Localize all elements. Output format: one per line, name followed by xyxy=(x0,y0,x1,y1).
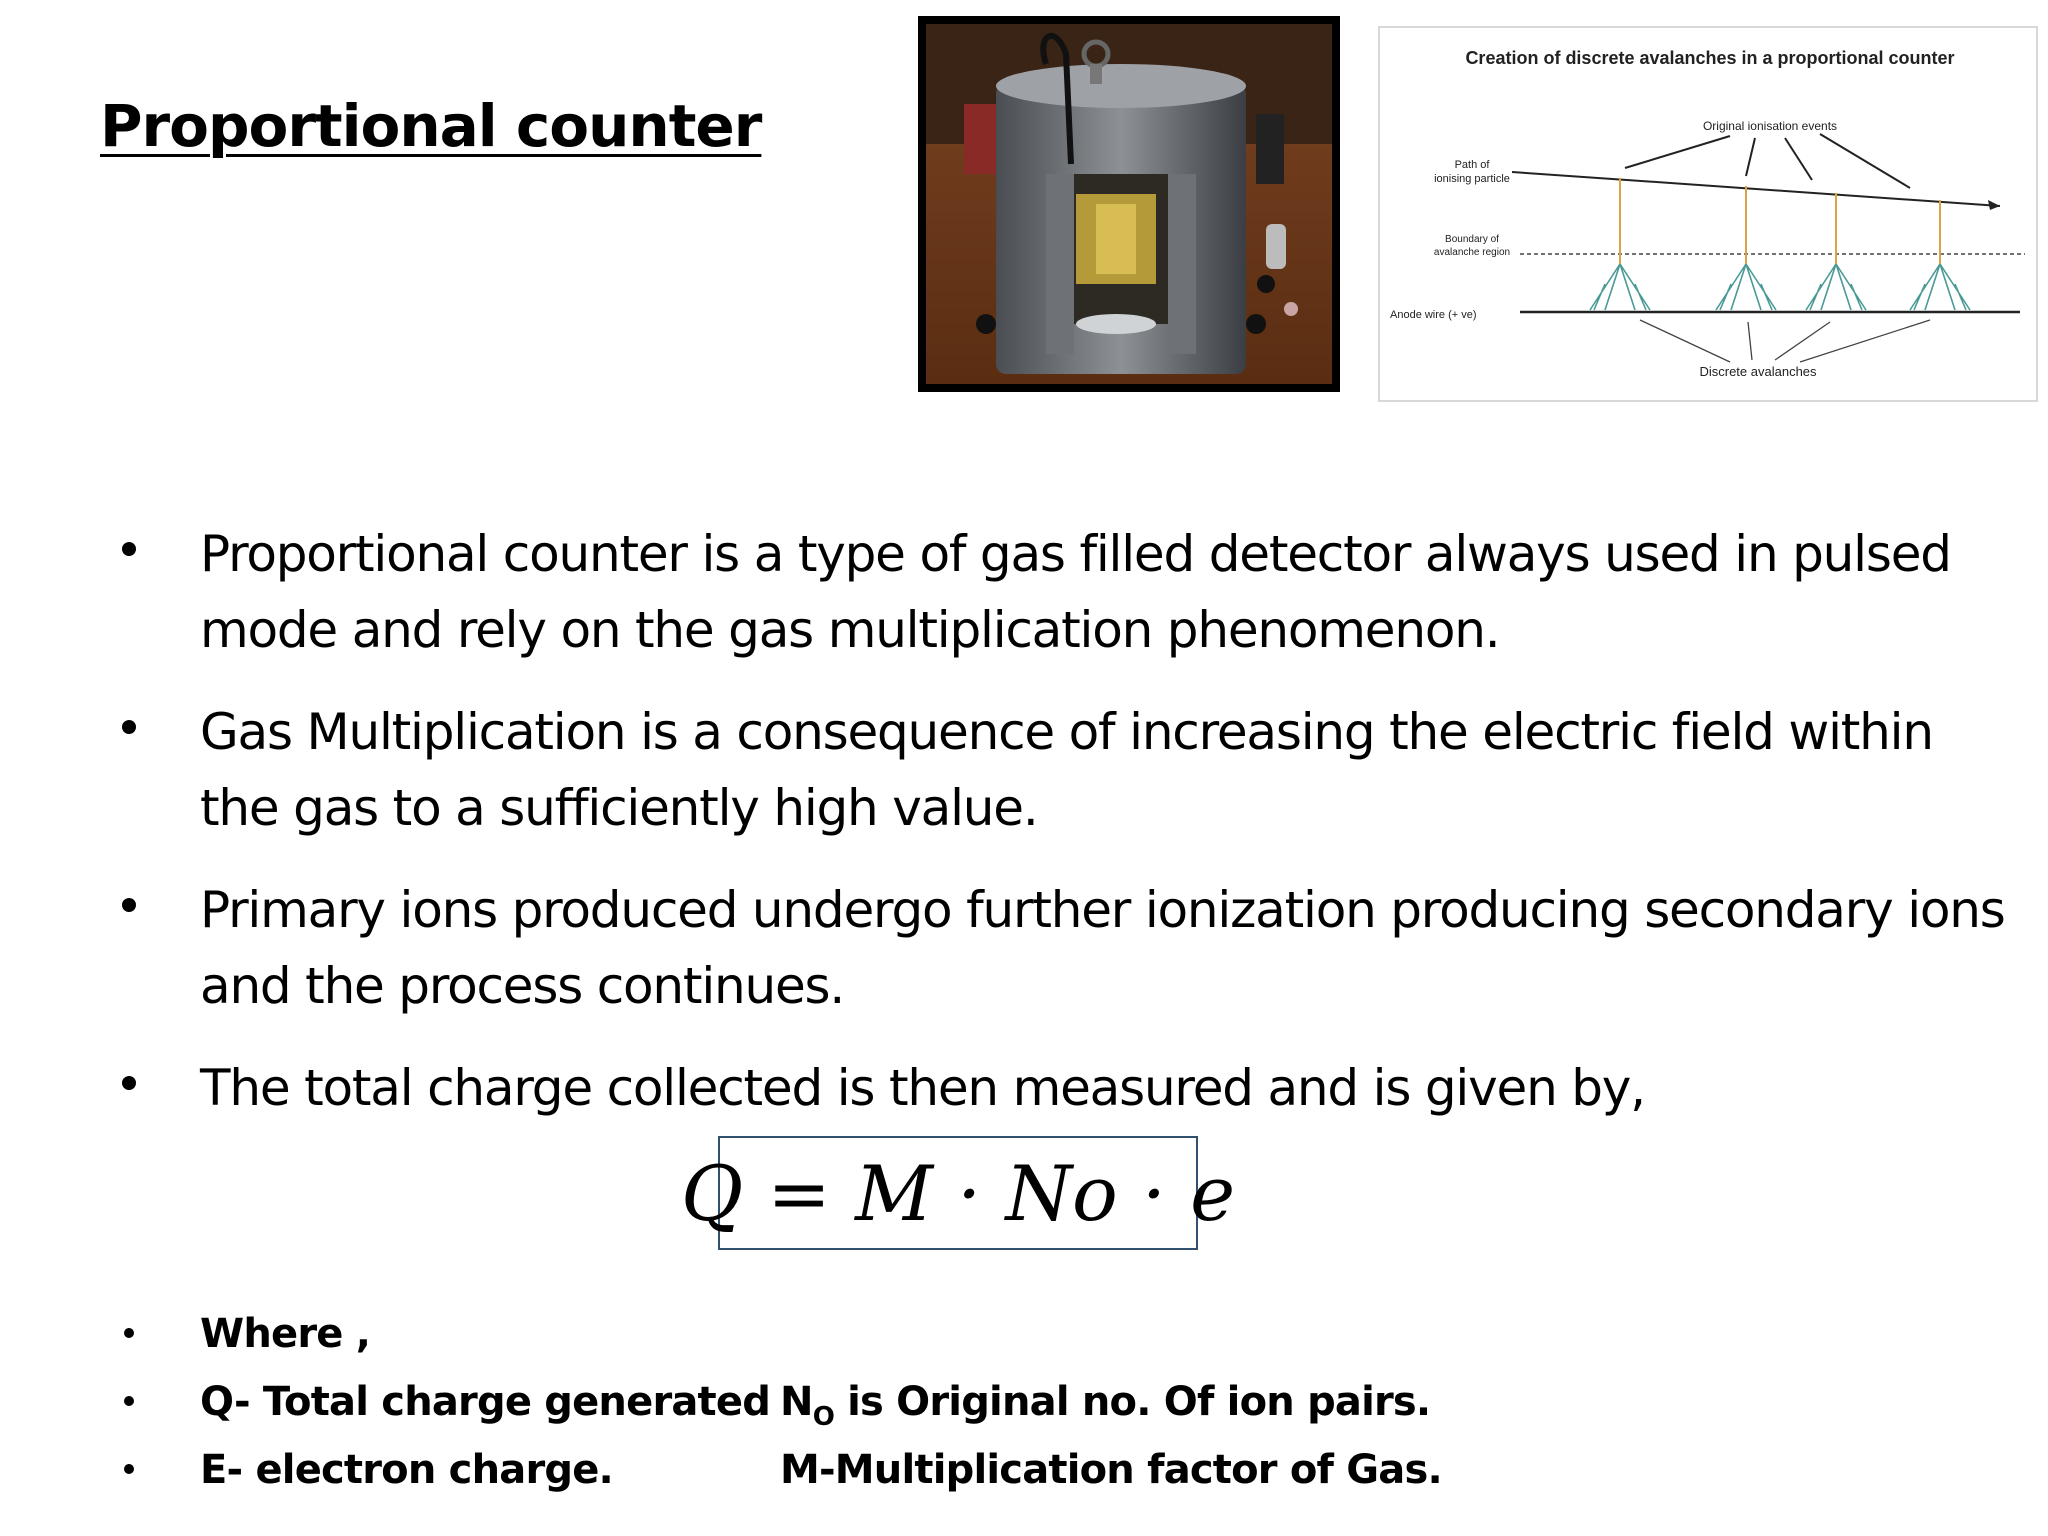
definition-row xyxy=(120,1372,2020,1440)
label-path-1: Path of xyxy=(1454,159,1490,171)
avalanche-4 xyxy=(1910,200,1970,310)
bullet-item xyxy=(120,694,2020,846)
bullet-item xyxy=(120,1050,2020,1126)
label-discrete: Discrete avalanches xyxy=(1699,364,1817,379)
no-definition: $N_O$ is Original no. Of ion pairs. xyxy=(780,1379,1431,1432)
label-path-2: ionising particle xyxy=(1434,173,1510,185)
slide-title: Proportional counter xyxy=(100,92,762,160)
q-definition: Q- Total charge generated xyxy=(200,1379,771,1425)
definition-row xyxy=(120,1304,2020,1372)
bullet-item xyxy=(120,872,2020,1024)
bullet-text: Primary ions produced undergo further ionization producing secondary ions and the process continues. xyxy=(200,881,2005,1015)
proportional-counter-photo xyxy=(918,16,1340,392)
avalanche-diagram xyxy=(1378,26,2038,402)
diagram-title: Creation of discrete avalanches in a proportional counter xyxy=(1465,48,1955,68)
bullet-dot xyxy=(122,542,136,556)
bullet-dot xyxy=(124,1328,134,1338)
avalanche-2 xyxy=(1716,186,1776,310)
particle-path-line xyxy=(1512,172,2000,206)
bullet-dot xyxy=(122,720,136,734)
label-boundary-2: avalanche region xyxy=(1433,247,1511,258)
bullet-dot xyxy=(124,1396,134,1406)
where-label: Where , xyxy=(200,1311,371,1357)
definitions-list xyxy=(120,1304,2020,1508)
avalanche-1 xyxy=(1590,178,1650,310)
charge-formula: Q = M · No · e xyxy=(718,1136,1198,1250)
bullet-text: The total charge collected is then measured and is given by, xyxy=(200,1059,1645,1117)
bullet-item xyxy=(120,516,2020,668)
bullet-list xyxy=(120,516,2020,1152)
bullet-dot xyxy=(122,1076,136,1090)
label-boundary-1: Boundary of xyxy=(1445,234,1499,245)
bullet-dot xyxy=(124,1464,134,1474)
label-original-events: Original ionisation events xyxy=(1702,119,1838,133)
m-definition: M-Multiplication factor of Gas. xyxy=(780,1447,1442,1493)
label-anode: Anode wire (+ ve) xyxy=(1390,309,1477,321)
bullet-text: Proportional counter is a type of gas filled detector always used in pulsed mode and rely on the gas multiplication phenomenon. xyxy=(200,525,1951,659)
avalanche-3 xyxy=(1806,193,1866,310)
e-definition: E- electron charge. xyxy=(200,1447,613,1493)
bullet-text: Gas Multiplication is a consequence of increasing the electric field within the gas to a sufficiently high value. xyxy=(200,703,1933,837)
definition-row xyxy=(120,1440,2020,1508)
bullet-dot xyxy=(122,898,136,912)
